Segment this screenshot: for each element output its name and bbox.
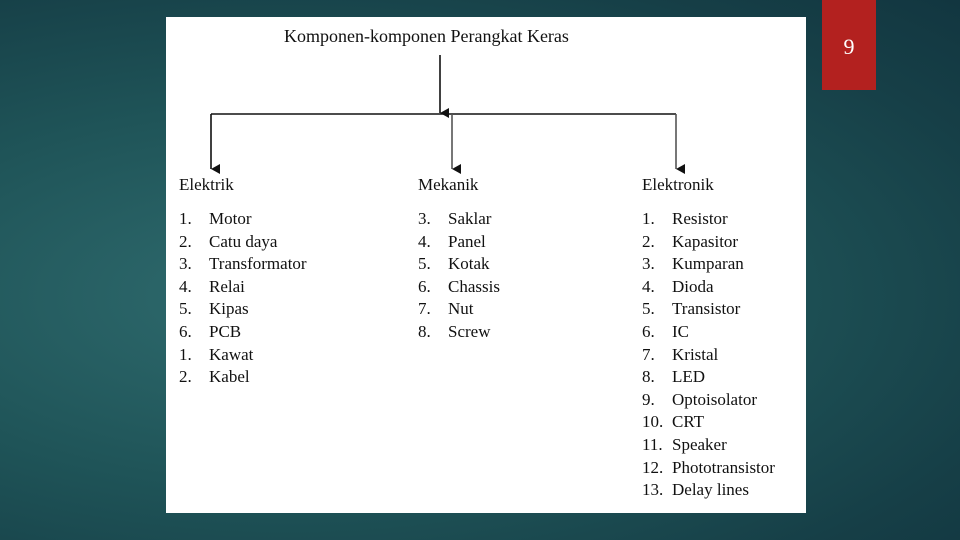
item-number: 3. — [642, 254, 655, 274]
column-heading: Elektrik — [179, 175, 234, 194]
item-label: Motor — [209, 209, 252, 228]
item-number: 9. — [642, 389, 655, 409]
list-item — [418, 276, 500, 299]
item-label: Kawat — [209, 344, 254, 364]
item-list — [418, 208, 500, 344]
item-label: Kumparan — [672, 254, 744, 274]
item-number: 12. — [642, 457, 664, 477]
diagram-panel — [166, 17, 806, 513]
item-number: 4. — [179, 276, 192, 296]
list-item — [179, 276, 307, 299]
item-label: Catu daya — [209, 231, 278, 251]
item-list — [179, 208, 307, 389]
item-number: 13. — [642, 480, 664, 500]
list-item — [418, 298, 500, 321]
list-item — [642, 434, 775, 457]
item-number: 2. — [179, 367, 192, 387]
item-label: Kabel — [209, 367, 250, 387]
item-number: 5. — [642, 299, 655, 319]
item-number: 2. — [179, 231, 192, 251]
list-item — [179, 344, 307, 367]
list-item — [642, 479, 775, 502]
item-label: Relai — [209, 276, 245, 296]
item-number: 1. — [642, 209, 655, 228]
column-elektrik — [179, 175, 307, 389]
list-item — [642, 231, 775, 254]
list-item — [642, 253, 775, 276]
item-number: 10. — [642, 412, 664, 432]
item-label: Optoisolator — [672, 389, 757, 409]
item-number: 8. — [642, 367, 655, 387]
page-number-badge — [822, 0, 876, 90]
item-number: 4. — [418, 231, 431, 251]
list-item — [179, 366, 307, 389]
item-number: 2. — [642, 231, 655, 251]
item-label: Kapasitor — [672, 231, 739, 251]
list-item — [642, 457, 775, 480]
item-number: 8. — [418, 321, 431, 341]
list-item — [179, 321, 307, 344]
item-number: 3. — [179, 254, 192, 274]
list-item — [642, 389, 775, 412]
item-number: 6. — [642, 321, 655, 341]
item-label: Dioda — [672, 276, 714, 296]
list-item — [418, 208, 500, 231]
item-label: Chassis — [448, 276, 500, 296]
item-number: 5. — [179, 299, 192, 319]
column-heading: Mekanik — [418, 175, 479, 194]
page-number: 9 — [843, 34, 855, 59]
item-label: Nut — [448, 299, 474, 319]
item-list — [642, 208, 775, 502]
item-label: Panel — [448, 231, 486, 251]
list-item — [642, 411, 775, 434]
item-number: 7. — [418, 299, 431, 319]
item-label: LED — [672, 367, 706, 387]
list-item — [179, 208, 307, 231]
item-label: Delay lines — [672, 480, 749, 500]
item-label: Screw — [448, 321, 491, 341]
item-number: 6. — [418, 276, 431, 296]
list-item — [642, 366, 775, 389]
diagram-title: Komponen-komponen Perangkat Keras — [284, 26, 569, 46]
column-heading: Elektronik — [642, 175, 714, 194]
list-item — [418, 231, 500, 254]
item-number: 4. — [642, 276, 655, 296]
list-item — [418, 321, 500, 344]
item-label: Speaker — [672, 434, 727, 454]
item-number: 3. — [418, 209, 431, 228]
item-number: 7. — [642, 344, 655, 364]
list-item — [642, 321, 775, 344]
item-label: Phototransistor — [672, 457, 775, 477]
item-label: Transistor — [672, 299, 741, 319]
item-label: Kristal — [672, 344, 719, 364]
item-label: CRT — [672, 412, 705, 432]
item-number: 1. — [179, 344, 192, 364]
list-item — [642, 276, 775, 299]
item-number: 6. — [179, 321, 192, 341]
list-item — [642, 208, 775, 231]
connector-lines — [166, 17, 806, 177]
item-label: Transformator — [209, 254, 307, 274]
list-item — [179, 253, 307, 276]
column-elektronik — [642, 175, 775, 502]
item-label: Resistor — [672, 209, 728, 228]
item-label: Kipas — [209, 299, 249, 319]
list-item — [179, 298, 307, 321]
item-number: 1. — [179, 209, 192, 228]
item-label: Kotak — [448, 254, 490, 274]
item-label: Saklar — [448, 209, 492, 228]
column-mekanik — [418, 175, 500, 344]
list-item — [418, 253, 500, 276]
item-number: 5. — [418, 254, 431, 274]
list-item — [642, 344, 775, 367]
item-number: 11. — [642, 434, 663, 454]
item-label: PCB — [209, 321, 242, 341]
list-item — [179, 231, 307, 254]
item-label: IC — [672, 321, 689, 341]
list-item — [642, 298, 775, 321]
